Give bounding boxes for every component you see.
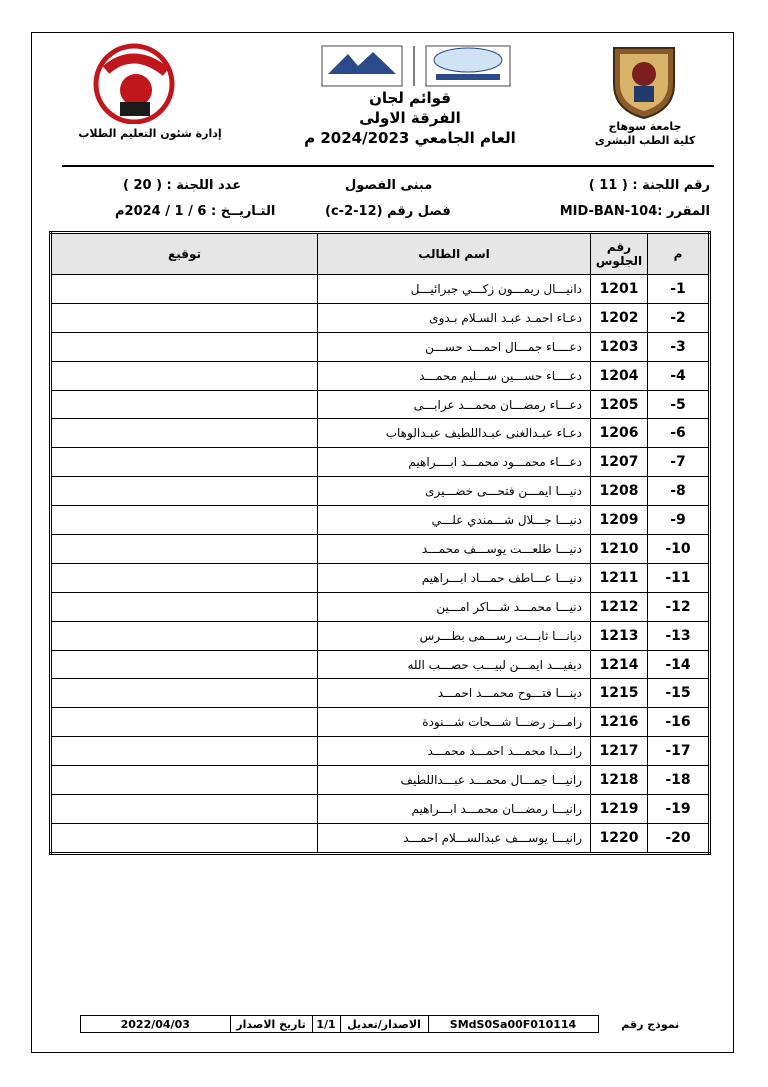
seat-number: 1216 (591, 708, 648, 737)
seat-number: 1208 (591, 477, 648, 506)
seat-number: 1211 (591, 563, 648, 592)
seat-number: 1205 (591, 390, 648, 419)
signature-cell[interactable] (51, 361, 318, 390)
seat-number: 1218 (591, 766, 648, 795)
seat-number: 1202 (591, 303, 648, 332)
table-row (51, 361, 710, 390)
row-index: -10 (648, 535, 710, 564)
header-name: اسم الطالب (318, 233, 591, 275)
issue-date-label: تاريخ الاصدار (230, 1016, 312, 1033)
faculty-logo (604, 44, 684, 120)
row-index: -16 (648, 708, 710, 737)
signature-cell[interactable] (51, 448, 318, 477)
row-index: -15 (648, 679, 710, 708)
students-table (49, 231, 711, 855)
header-seat: رقم الجلوس (591, 233, 648, 275)
signature-cell[interactable] (51, 303, 318, 332)
seat-number: 1207 (591, 448, 648, 477)
page-title (300, 88, 520, 148)
seat-number: 1214 (591, 650, 648, 679)
table-row (51, 679, 710, 708)
signature-cell[interactable] (51, 535, 318, 564)
table-row (51, 708, 710, 737)
issue-date-value: 2022/04/03 (81, 1016, 231, 1033)
table-row (51, 506, 710, 535)
seat-number: 1204 (591, 361, 648, 390)
student-name: دعـــاء محمـــود محمـــد ابــــراهيم (318, 448, 591, 477)
table-row (51, 650, 710, 679)
title-line-2: الفرقة الاولى (359, 109, 461, 127)
seat-number: 1217 (591, 737, 648, 766)
form-label: نموذج رقم (598, 1016, 702, 1033)
header-divider (62, 165, 714, 167)
seat-number: 1209 (591, 506, 648, 535)
signature-cell[interactable] (51, 823, 318, 853)
title-line-1: قوائم لجان (369, 89, 451, 107)
signature-cell[interactable] (51, 563, 318, 592)
seat-number: 1219 (591, 795, 648, 824)
row-index: -19 (648, 795, 710, 824)
student-name: رانيـــا جمـــال محمـــد عبـــداللطيف (318, 766, 591, 795)
faculty-name: كلية الطب البشرى (594, 134, 696, 147)
row-index: -11 (648, 563, 710, 592)
student-name: دانيـــال ريمـــون زكـــي جبرائيـــل (318, 275, 591, 304)
row-index: -12 (648, 592, 710, 621)
university-name: جامعة سوهاج (608, 120, 682, 133)
signature-cell[interactable] (51, 419, 318, 448)
table-row (51, 477, 710, 506)
committee-number: رقم اللجنة : ( 11 ) (588, 178, 710, 193)
form-number: SMdS0Sa00F010114 (428, 1016, 598, 1033)
table-row (51, 621, 710, 650)
row-index: -4 (648, 361, 710, 390)
row-index: -7 (648, 448, 710, 477)
student-name: رانيـــا رمضـــان محمـــد ابـــراهيم (318, 795, 591, 824)
room-number: فصل رقم (12-2-c) (325, 204, 451, 219)
row-index: -6 (648, 419, 710, 448)
student-name: دعــــاء جمـــال احمـــد حســـن (318, 332, 591, 361)
signature-cell[interactable] (51, 390, 318, 419)
row-index: -2 (648, 303, 710, 332)
signature-cell[interactable] (51, 506, 318, 535)
seat-number: 1201 (591, 275, 648, 304)
revision-value: 1/1 (312, 1016, 340, 1033)
seat-number: 1210 (591, 535, 648, 564)
student-name: رانيـــا يوســـف عبدالســـلام احمـــد (318, 823, 591, 853)
row-index: -14 (648, 650, 710, 679)
seat-number: 1220 (591, 823, 648, 853)
student-name: دنيـــا جـــلال شـــمندي علـــي (318, 506, 591, 535)
student-name: دينـــا فتـــوح محمـــد احمـــد (318, 679, 591, 708)
table-row (51, 823, 710, 853)
row-index: -18 (648, 766, 710, 795)
table-row (51, 419, 710, 448)
student-name: دنيـــا عـــاطف حمـــاد ابـــراهيم (318, 563, 591, 592)
header-index: م (648, 233, 710, 275)
student-name: دعــــاء حســـين ســـليم محمـــد (318, 361, 591, 390)
header-signature: توقيع (51, 233, 318, 275)
student-name: ديفيـــد ايمـــن لبيـــب حصـــب الله (318, 650, 591, 679)
certification-logos (318, 44, 514, 88)
signature-cell[interactable] (51, 708, 318, 737)
signature-cell[interactable] (51, 592, 318, 621)
table-row (51, 766, 710, 795)
table-row (51, 563, 710, 592)
seat-number: 1215 (591, 679, 648, 708)
signature-cell[interactable] (51, 766, 318, 795)
table-row (51, 535, 710, 564)
table-row (51, 390, 710, 419)
table-row (51, 303, 710, 332)
student-name: دنيـــا محمـــد شـــاكر امـــين (318, 592, 591, 621)
student-name: رانـــدا محمـــد احمـــد محمـــد (318, 737, 591, 766)
exam-date: التـاريــخ : 6 / 1 / 2024م (115, 204, 276, 219)
row-index: -9 (648, 506, 710, 535)
table-header-row (51, 233, 710, 275)
student-name: دعـاء احمـد عبـد السـلام بـدوى (318, 303, 591, 332)
table-row (51, 448, 710, 477)
student-name: رامـــز رضـــا شـــحات شـــنودة (318, 708, 591, 737)
row-index: -20 (648, 823, 710, 853)
seat-number: 1213 (591, 621, 648, 650)
student-name: دنيـــا طلعـــت يوســـف محمـــد (318, 535, 591, 564)
student-name: دعـــاء رمضـــان محمـــد عرابـــى (318, 390, 591, 419)
title-line-3: العام الجامعي 2024/2023 م (304, 129, 516, 147)
row-index: -17 (648, 737, 710, 766)
revision-label: الاصدار/تعديل (340, 1016, 428, 1033)
table-row (51, 737, 710, 766)
table-row (51, 795, 710, 824)
row-index: -1 (648, 275, 710, 304)
seat-number: 1206 (591, 419, 648, 448)
table-row (51, 332, 710, 361)
table-row (51, 275, 710, 304)
table-row (51, 592, 710, 621)
course-code: المقرر :MID-BAN-104 (559, 204, 710, 219)
student-name: دنيـــا ايمـــن فتحـــى خضـــيرى (318, 477, 591, 506)
row-index: -8 (648, 477, 710, 506)
row-index: -3 (648, 332, 710, 361)
signature-cell[interactable] (51, 275, 318, 304)
row-index: -13 (648, 621, 710, 650)
student-name: ديانـــا ثابـــت رســـمى بطـــرس (318, 621, 591, 650)
row-index: -5 (648, 390, 710, 419)
university-block (570, 120, 720, 148)
department-name: إدارة شئون التعليم الطلاب (78, 127, 222, 140)
signature-cell[interactable] (51, 679, 318, 708)
signature-cell[interactable] (51, 477, 318, 506)
signature-cell[interactable] (51, 737, 318, 766)
student-name: دعـاء عبـدالغنى عبـداللطيف عبـدالوهاب (318, 419, 591, 448)
signature-cell[interactable] (51, 621, 318, 650)
committee-count: عدد اللجنة : ( 20 ) (123, 178, 242, 193)
seat-number: 1203 (591, 332, 648, 361)
university-logo (76, 40, 194, 124)
footer-table (80, 1015, 702, 1033)
signature-cell[interactable] (51, 332, 318, 361)
building: مبنى الفصول (345, 178, 433, 193)
signature-cell[interactable] (51, 795, 318, 824)
seat-number: 1212 (591, 592, 648, 621)
signature-cell[interactable] (51, 650, 318, 679)
